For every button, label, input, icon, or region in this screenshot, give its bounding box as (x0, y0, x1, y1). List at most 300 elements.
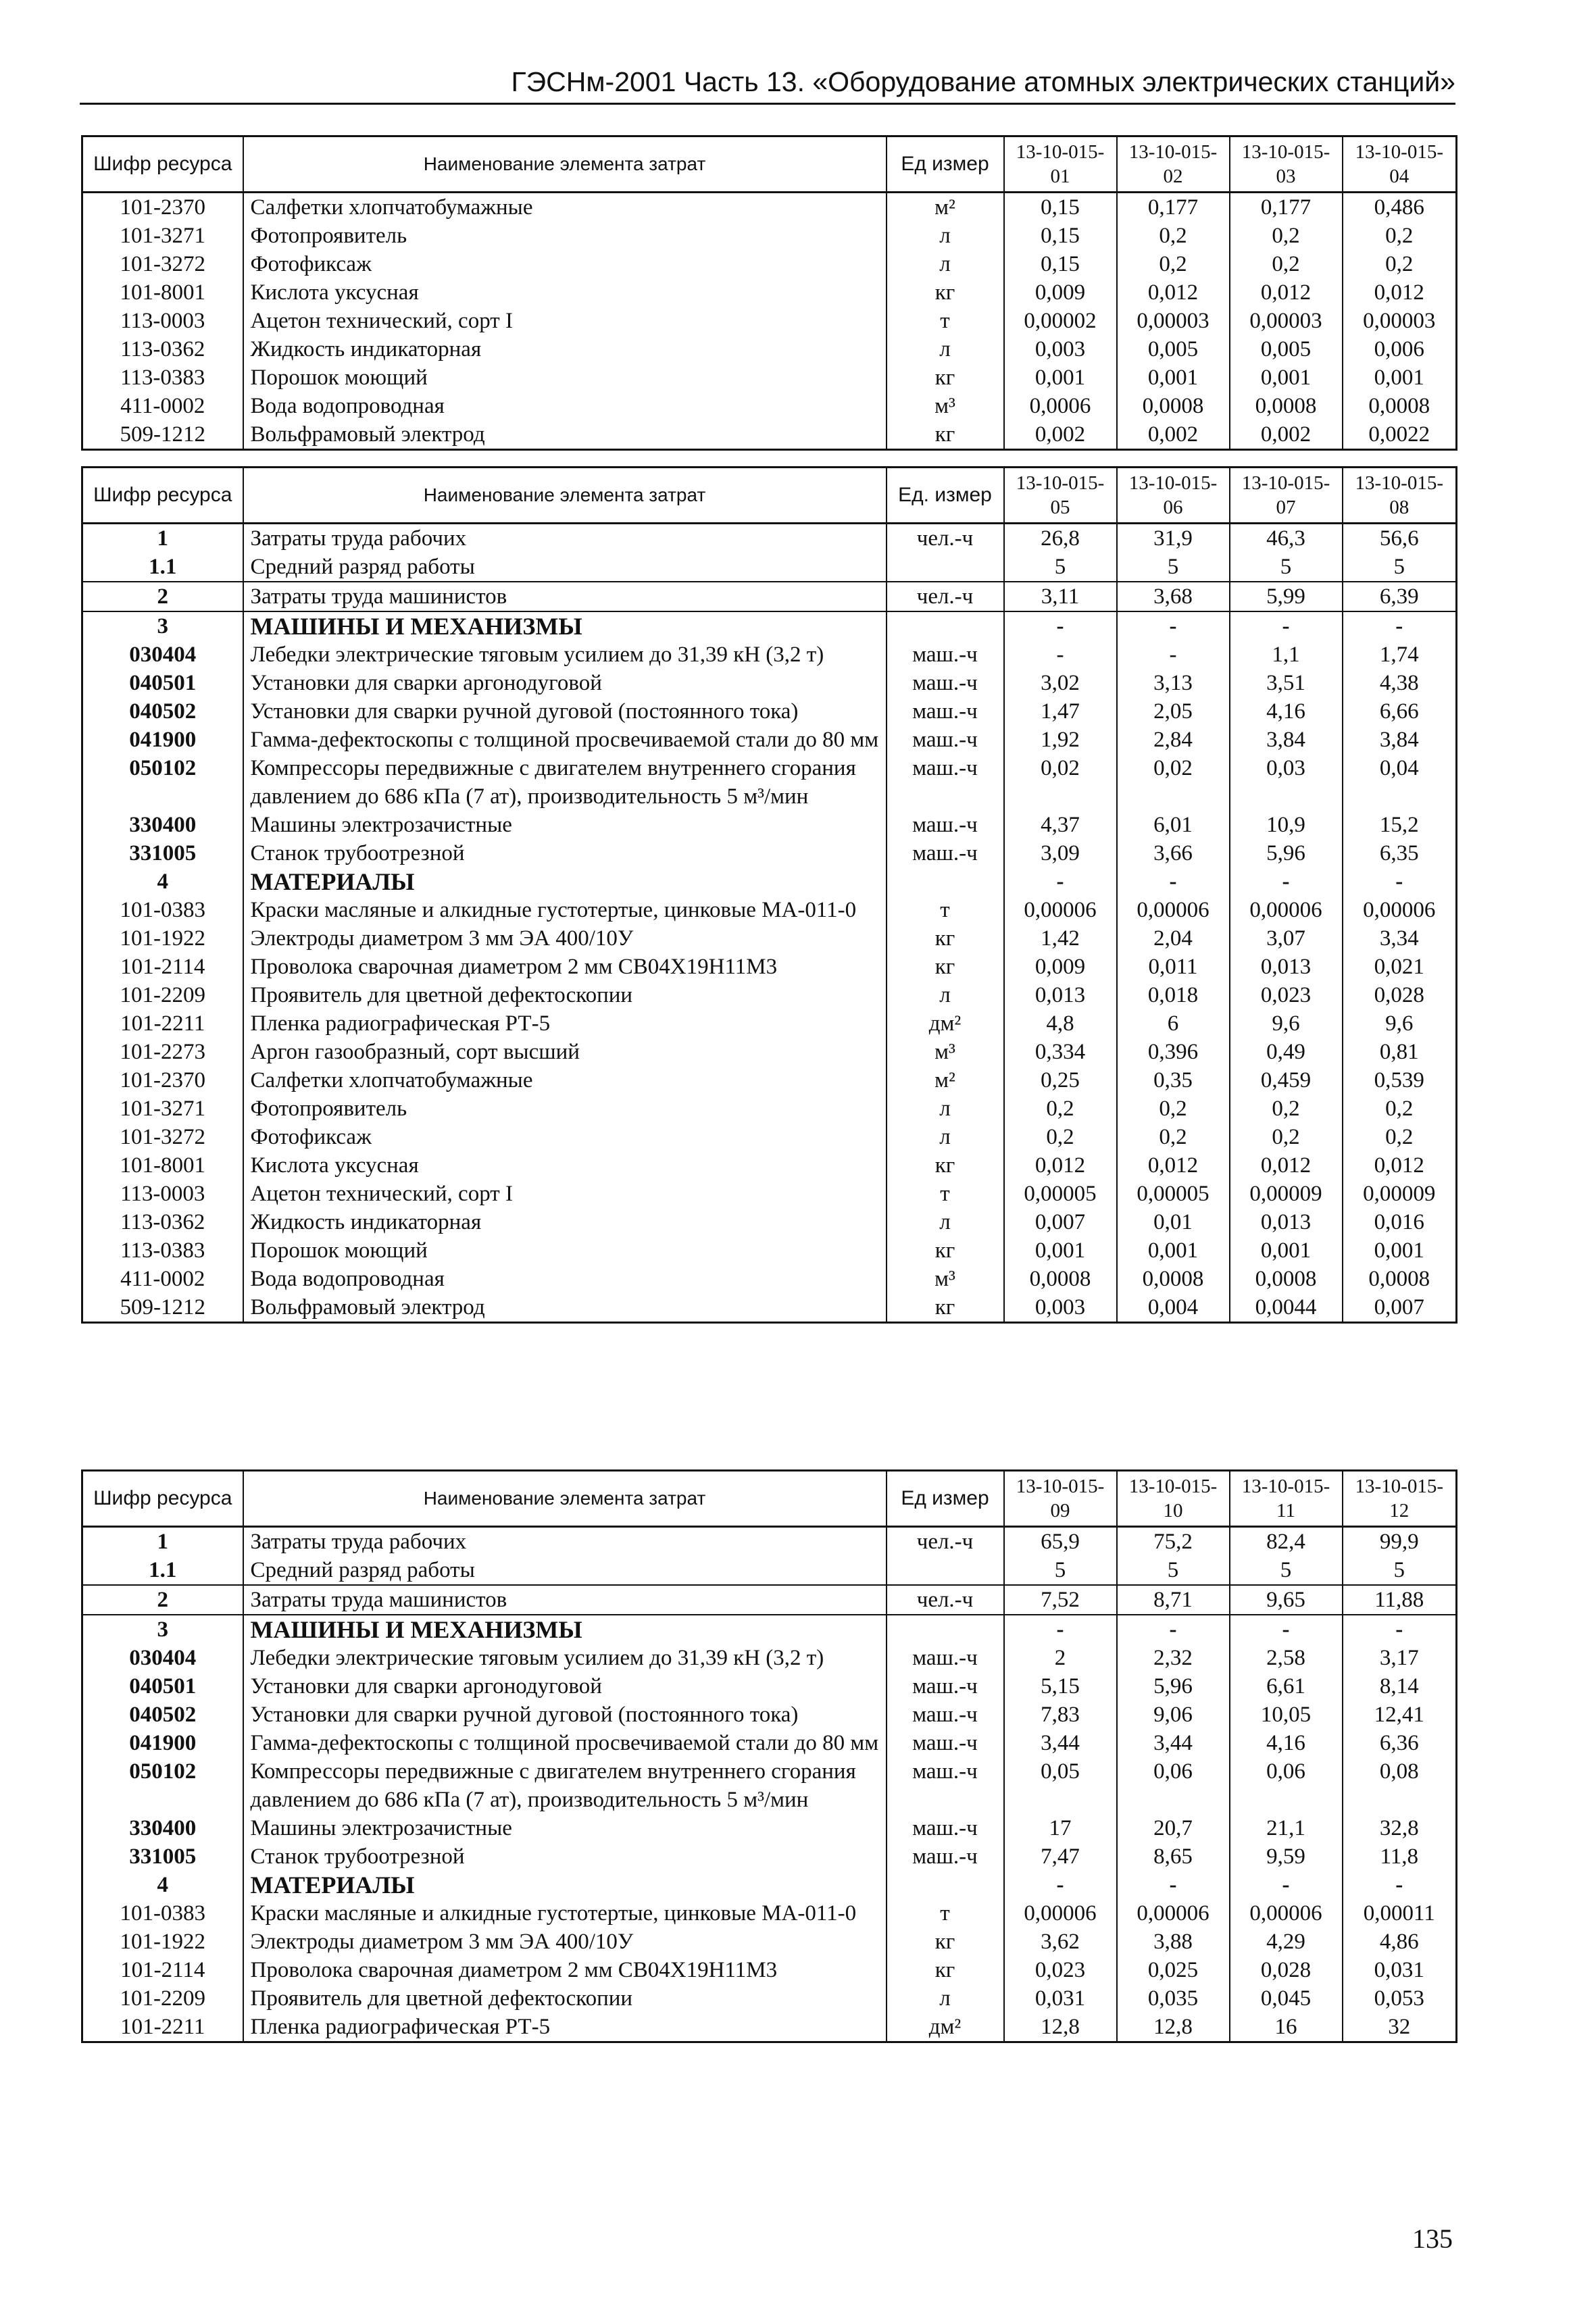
cell-name: Компрессоры передвижные с двигателем внутреннего сгорания давлением до 686 кПа (7 ат), производительность 5 м³/мин (243, 754, 887, 811)
cell-value: 31,9 (1117, 524, 1230, 553)
cell-value: 0,15 (1004, 250, 1117, 278)
table-row (82, 811, 1457, 839)
cell-code: 101-2209 (82, 1984, 243, 2013)
cell-name: Затраты труда рабочих (243, 524, 887, 553)
cell-unit: дм² (887, 2013, 1004, 2042)
table-row (82, 222, 1457, 250)
cell-value: 1,47 (1004, 697, 1117, 726)
cell-value: 3,34 (1343, 924, 1457, 953)
cell-name: МАТЕРИАЛЫ (243, 867, 887, 896)
cell-value: 75,2 (1117, 1527, 1230, 1557)
cell-value: 0,0008 (1230, 392, 1343, 420)
header-unit: Ед измер (887, 136, 1004, 193)
cell-name: Затраты труда рабочих (243, 1527, 887, 1557)
cell-value: 0,04 (1343, 754, 1457, 811)
cell-name: Ацетон технический, сорт I (243, 1180, 887, 1208)
table-row (82, 1038, 1457, 1066)
cell-code: 411-0002 (82, 392, 243, 420)
cell-value: 0,001 (1004, 1236, 1117, 1265)
cell-code: 1 (82, 524, 243, 553)
cell-value: 0,0008 (1117, 392, 1230, 420)
table-row (82, 1729, 1457, 1757)
cell-code: 101-3271 (82, 222, 243, 250)
table-row (82, 1095, 1457, 1123)
cell-name: Вольфрамовый электрод (243, 420, 887, 450)
cell-unit: кг (887, 1928, 1004, 1956)
cell-value: 7,52 (1004, 1585, 1117, 1615)
cell-name: Проявитель для цветной дефектоскопии (243, 1984, 887, 2013)
cell-value: 0,00003 (1343, 307, 1457, 335)
cell-value: 0,49 (1230, 1038, 1343, 1066)
cell-unit (887, 1615, 1004, 1644)
cell-value: 0,00005 (1004, 1180, 1117, 1208)
table-row (82, 1293, 1457, 1323)
cell-value: 0,012 (1230, 1151, 1343, 1180)
cell-value: 0,001 (1343, 363, 1457, 392)
cell-name: Гамма-дефектоскопы с толщиной просвечиваемой стали до 80 мм (243, 1729, 887, 1757)
cell-value: 0,00006 (1230, 896, 1343, 924)
table-row (82, 611, 1457, 640)
cell-unit: м³ (887, 1038, 1004, 1066)
cell-value: 15,2 (1343, 811, 1457, 839)
cell-value: - (1343, 611, 1457, 640)
cell-unit: л (887, 250, 1004, 278)
cell-value: 6,36 (1343, 1729, 1457, 1757)
table-row (82, 582, 1457, 611)
cell-value: 0,00006 (1117, 1899, 1230, 1928)
cell-value: 0,05 (1004, 1757, 1117, 1814)
cell-value: 0,012 (1117, 1151, 1230, 1180)
cell-code: 1 (82, 1527, 243, 1557)
cell-unit: маш.-ч (887, 1842, 1004, 1871)
table-row (82, 524, 1457, 553)
header-name: Наименование элемента затрат (243, 468, 887, 524)
table-row (82, 754, 1457, 811)
cell-code: 101-1922 (82, 924, 243, 953)
cell-value: 5 (1004, 1556, 1117, 1585)
table-row (82, 1928, 1457, 1956)
cell-value: 0,2 (1117, 250, 1230, 278)
header-column: 13-10-015-02 (1117, 136, 1230, 193)
cell-value: 0,2 (1230, 1095, 1343, 1123)
table-row (82, 363, 1457, 392)
cell-unit: л (887, 1123, 1004, 1151)
table-row (82, 726, 1457, 754)
cell-value: 4,16 (1230, 1729, 1343, 1757)
cell-value: 0,15 (1004, 222, 1117, 250)
cell-code: 330400 (82, 1814, 243, 1842)
cell-value: 0,0008 (1343, 392, 1457, 420)
cell-value: 0,00003 (1117, 307, 1230, 335)
cell-unit: кг (887, 363, 1004, 392)
cell-value: 0,2 (1230, 250, 1343, 278)
table-row (82, 1585, 1457, 1615)
cell-value: 0,001 (1230, 1236, 1343, 1265)
cell-value: 1,92 (1004, 726, 1117, 754)
table-row (82, 1556, 1457, 1585)
cell-code: 101-1922 (82, 1928, 243, 1956)
cell-name: Жидкость индикаторная (243, 335, 887, 363)
header-unit: Ед измер (887, 1471, 1004, 1527)
cell-value: 0,00006 (1004, 1899, 1117, 1928)
cell-code: 113-0003 (82, 1180, 243, 1208)
cell-unit: кг (887, 924, 1004, 953)
table-row (82, 669, 1457, 697)
cell-unit (887, 553, 1004, 582)
cell-value: - (1117, 640, 1230, 669)
cell-value: 0,25 (1004, 1066, 1117, 1095)
cell-code: 101-2209 (82, 981, 243, 1009)
cell-value: 32,8 (1343, 1814, 1457, 1842)
cell-name: Проволока сварочная диаметром 2 мм СВ04Х19Н11М3 (243, 953, 887, 981)
cell-value: 9,6 (1230, 1009, 1343, 1038)
cell-unit: кг (887, 278, 1004, 307)
cell-value: 0,00006 (1343, 896, 1457, 924)
cell-value: 3,88 (1117, 1928, 1230, 1956)
header-column: 13-10-015-01 (1004, 136, 1117, 193)
cell-value: 17 (1004, 1814, 1117, 1842)
cell-value: 0,007 (1343, 1293, 1457, 1323)
cell-unit: т (887, 1180, 1004, 1208)
cell-name: Машины электрозачистные (243, 1814, 887, 1842)
cell-value: 16 (1230, 2013, 1343, 2042)
cell-value: 5 (1230, 1556, 1343, 1585)
cell-value: 0,00011 (1343, 1899, 1457, 1928)
cell-value: 0,00009 (1230, 1180, 1343, 1208)
cell-value: - (1230, 611, 1343, 640)
cell-value: 0,003 (1004, 1293, 1117, 1323)
page-header: ГЭСНм-2001 Часть 13. «Оборудование атомных электрических станций» (80, 65, 1455, 105)
cell-value: 6,66 (1343, 697, 1457, 726)
cell-value: 20,7 (1117, 1814, 1230, 1842)
cell-value: 0,00006 (1117, 896, 1230, 924)
cell-value: 3,44 (1117, 1729, 1230, 1757)
cell-code: 040501 (82, 1672, 243, 1701)
cell-value: 7,47 (1004, 1842, 1117, 1871)
cell-value: 0,459 (1230, 1066, 1343, 1095)
cell-value: 1,1 (1230, 640, 1343, 669)
cell-unit: м² (887, 1066, 1004, 1095)
cell-name: Машины электрозачистные (243, 811, 887, 839)
header-column: 13-10-015-08 (1343, 468, 1457, 524)
cell-value: 0,003 (1004, 335, 1117, 363)
cell-code: 113-0362 (82, 1208, 243, 1236)
cell-value: 2,05 (1117, 697, 1230, 726)
table-row (82, 1180, 1457, 1208)
cell-value: 0,06 (1117, 1757, 1230, 1814)
cell-code: 113-0003 (82, 307, 243, 335)
cell-name: Фотопроявитель (243, 1095, 887, 1123)
cell-code: 101-2114 (82, 1956, 243, 1984)
cell-value: 0,001 (1230, 363, 1343, 392)
cell-value: 0,012 (1230, 278, 1343, 307)
resource-table-1 (81, 135, 1457, 451)
cell-value: 12,8 (1004, 2013, 1117, 2042)
header-name: Наименование элемента затрат (243, 136, 887, 193)
table-row (82, 1956, 1457, 1984)
cell-value: 2 (1004, 1644, 1117, 1672)
cell-value: 0,012 (1343, 1151, 1457, 1180)
cell-code: 101-8001 (82, 1151, 243, 1180)
table-row (82, 953, 1457, 981)
table-row (82, 1123, 1457, 1151)
cell-value: - (1117, 867, 1230, 896)
cell-value: 0,2 (1343, 1123, 1457, 1151)
cell-value: 3,02 (1004, 669, 1117, 697)
cell-name: Вольфрамовый электрод (243, 1293, 887, 1323)
cell-value: 0,021 (1343, 953, 1457, 981)
cell-code: 040502 (82, 1701, 243, 1729)
table-header-row (82, 1471, 1457, 1527)
cell-code: 050102 (82, 1757, 243, 1814)
cell-code: 3 (82, 611, 243, 640)
cell-value: 9,59 (1230, 1842, 1343, 1871)
cell-name: Станок трубоотрезной (243, 839, 887, 867)
cell-value: 0,012 (1117, 278, 1230, 307)
page-number: 135 (1412, 2223, 1453, 2254)
cell-value: 5 (1117, 553, 1230, 582)
header-column: 13-10-015-06 (1117, 468, 1230, 524)
cell-value: - (1230, 1615, 1343, 1644)
table-row (82, 1208, 1457, 1236)
header-column: 13-10-015-05 (1004, 468, 1117, 524)
cell-unit (887, 867, 1004, 896)
cell-value: 0,002 (1117, 420, 1230, 450)
cell-value: 0,001 (1117, 1236, 1230, 1265)
table-row (82, 392, 1457, 420)
cell-value: 4,8 (1004, 1009, 1117, 1038)
cell-name: Порошок моющий (243, 1236, 887, 1265)
cell-code: 113-0383 (82, 363, 243, 392)
cell-name: Установки для сварки аргонодуговой (243, 1672, 887, 1701)
cell-value: 5 (1004, 553, 1117, 582)
cell-name: Станок трубоотрезной (243, 1842, 887, 1871)
cell-unit: маш.-ч (887, 1814, 1004, 1842)
cell-code: 2 (82, 582, 243, 611)
cell-unit (887, 1871, 1004, 1899)
cell-value: 0,002 (1230, 420, 1343, 450)
cell-value: 12,41 (1343, 1701, 1457, 1729)
cell-value: 3,07 (1230, 924, 1343, 953)
header-column: 13-10-015-11 (1230, 1471, 1343, 1527)
cell-unit: маш.-ч (887, 697, 1004, 726)
cell-value: 0,2 (1343, 222, 1457, 250)
cell-value: 0,2 (1004, 1123, 1117, 1151)
cell-unit: т (887, 307, 1004, 335)
cell-value: 0,028 (1230, 1956, 1343, 1984)
cell-code: 101-3272 (82, 250, 243, 278)
header-code: Шифр ресурса (82, 136, 243, 193)
cell-value: 4,86 (1343, 1928, 1457, 1956)
cell-value: 0,396 (1117, 1038, 1230, 1066)
table-row (82, 1899, 1457, 1928)
cell-name: Затраты труда машинистов (243, 1585, 887, 1615)
header-column: 13-10-015-07 (1230, 468, 1343, 524)
table-row (82, 981, 1457, 1009)
cell-code: 411-0002 (82, 1265, 243, 1293)
cell-value: 32 (1343, 2013, 1457, 2042)
cell-value: 0,00009 (1343, 1180, 1457, 1208)
cell-value: - (1343, 867, 1457, 896)
table-row (82, 1701, 1457, 1729)
table-row (82, 335, 1457, 363)
cell-unit: маш.-ч (887, 754, 1004, 811)
cell-value: 0,00003 (1230, 307, 1343, 335)
cell-value: 3,09 (1004, 839, 1117, 867)
cell-code: 101-2114 (82, 953, 243, 981)
cell-value: 0,00006 (1004, 896, 1117, 924)
cell-code: 030404 (82, 640, 243, 669)
cell-unit: т (887, 896, 1004, 924)
cell-value: 0,2 (1004, 1095, 1117, 1123)
cell-value: 0,177 (1117, 193, 1230, 222)
cell-name: Проявитель для цветной дефектоскопии (243, 981, 887, 1009)
cell-value: 8,14 (1343, 1672, 1457, 1701)
cell-value: - (1004, 640, 1117, 669)
cell-value: 6,35 (1343, 839, 1457, 867)
table-row (82, 1151, 1457, 1180)
cell-code: 331005 (82, 1842, 243, 1871)
cell-unit (887, 1556, 1004, 1585)
cell-code: 040502 (82, 697, 243, 726)
cell-value: 3,17 (1343, 1644, 1457, 1672)
cell-value: 0,2 (1343, 1095, 1457, 1123)
cell-unit: кг (887, 1151, 1004, 1180)
table-row (82, 420, 1457, 450)
table-row (82, 1757, 1457, 1814)
cell-value: 7,83 (1004, 1701, 1117, 1729)
table-row (82, 1236, 1457, 1265)
table-row (82, 278, 1457, 307)
cell-unit: маш.-ч (887, 669, 1004, 697)
cell-unit: маш.-ч (887, 1757, 1004, 1814)
cell-value: - (1230, 1871, 1343, 1899)
cell-value: 0,012 (1004, 1151, 1117, 1180)
table-row (82, 1814, 1457, 1842)
cell-value: 0,005 (1230, 335, 1343, 363)
cell-name: Салфетки хлопчатобумажные (243, 1066, 887, 1095)
cell-name: МАШИНЫ И МЕХАНИЗМЫ (243, 611, 887, 640)
cell-value: 3,84 (1230, 726, 1343, 754)
cell-value: 0,2 (1230, 222, 1343, 250)
cell-value: 0,006 (1343, 335, 1457, 363)
header-unit: Ед. измер (887, 468, 1004, 524)
table-row (82, 2013, 1457, 2042)
cell-value: 0,2 (1117, 1095, 1230, 1123)
header-column: 13-10-015-09 (1004, 1471, 1117, 1527)
table-row (82, 1527, 1457, 1557)
header-code: Шифр ресурса (82, 1471, 243, 1527)
cell-value: 5,99 (1230, 582, 1343, 611)
header-column: 13-10-015-12 (1343, 1471, 1457, 1527)
cell-name: Вода водопроводная (243, 392, 887, 420)
cell-value: 6,39 (1343, 582, 1457, 611)
cell-value: 4,29 (1230, 1928, 1343, 1956)
cell-value: 0,81 (1343, 1038, 1457, 1066)
cell-name: Фотопроявитель (243, 222, 887, 250)
cell-name: Гамма-дефектоскопы с толщиной просвечиваемой стали до 80 мм (243, 726, 887, 754)
cell-name: Краски масляные и алкидные густотертые, цинковые МА-011-0 (243, 1899, 887, 1928)
cell-value: 8,65 (1117, 1842, 1230, 1871)
cell-value: - (1004, 1871, 1117, 1899)
cell-value: 11,88 (1343, 1585, 1457, 1615)
cell-name: Электроды диаметром 3 мм ЭА 400/10У (243, 924, 887, 953)
cell-code: 101-8001 (82, 278, 243, 307)
cell-name: МАШИНЫ И МЕХАНИЗМЫ (243, 1615, 887, 1644)
table-row (82, 1265, 1457, 1293)
cell-value: 4,16 (1230, 697, 1343, 726)
cell-code: 101-2370 (82, 1066, 243, 1095)
cell-code: 101-2211 (82, 1009, 243, 1038)
cell-value: 46,3 (1230, 524, 1343, 553)
cell-unit: маш.-ч (887, 640, 1004, 669)
cell-value: 0,0022 (1343, 420, 1457, 450)
cell-value: 2,58 (1230, 1644, 1343, 1672)
table-row (82, 839, 1457, 867)
cell-code: 4 (82, 1871, 243, 1899)
cell-unit: маш.-ч (887, 726, 1004, 754)
cell-code: 101-2211 (82, 2013, 243, 2042)
cell-value: 0,177 (1230, 193, 1343, 222)
cell-unit: чел.-ч (887, 1585, 1004, 1615)
cell-value: 0,011 (1117, 953, 1230, 981)
cell-name: Жидкость индикаторная (243, 1208, 887, 1236)
header-name: Наименование элемента затрат (243, 1471, 887, 1527)
cell-value: 82,4 (1230, 1527, 1343, 1557)
cell-value: 0,025 (1117, 1956, 1230, 1984)
cell-value: 0,02 (1004, 754, 1117, 811)
cell-value: 0,0008 (1343, 1265, 1457, 1293)
cell-value: 4,38 (1343, 669, 1457, 697)
cell-value: 9,06 (1117, 1701, 1230, 1729)
cell-value: 10,05 (1230, 1701, 1343, 1729)
cell-value: 0,08 (1343, 1757, 1457, 1814)
cell-value: 0,0006 (1004, 392, 1117, 420)
cell-value: 26,8 (1004, 524, 1117, 553)
cell-code: 101-2273 (82, 1038, 243, 1066)
cell-name: Салфетки хлопчатобумажные (243, 193, 887, 222)
cell-name: МАТЕРИАЛЫ (243, 1871, 887, 1899)
cell-value: 0,35 (1117, 1066, 1230, 1095)
cell-value: 0,2 (1117, 1123, 1230, 1151)
cell-value: 0,009 (1004, 278, 1117, 307)
table-row (82, 1066, 1457, 1095)
cell-code: 101-2370 (82, 193, 243, 222)
table-row (82, 1842, 1457, 1871)
cell-name: Порошок моющий (243, 363, 887, 392)
cell-name: Пленка радиографическая РТ-5 (243, 2013, 887, 2042)
table-header-row (82, 136, 1457, 193)
cell-value: 6 (1117, 1009, 1230, 1038)
cell-value: 3,13 (1117, 669, 1230, 697)
cell-value: 0,045 (1230, 1984, 1343, 2013)
cell-unit: маш.-ч (887, 811, 1004, 839)
cell-value: 10,9 (1230, 811, 1343, 839)
cell-value: 21,1 (1230, 1814, 1343, 1842)
cell-value: 6,01 (1117, 811, 1230, 839)
resource-table-3 (81, 1469, 1457, 2043)
cell-name: Средний разряд работы (243, 1556, 887, 1585)
cell-name: Фотофиксаж (243, 1123, 887, 1151)
cell-value: 0,0044 (1230, 1293, 1343, 1323)
cell-value: 0,486 (1343, 193, 1457, 222)
cell-value: 0,0008 (1230, 1265, 1343, 1293)
cell-unit: т (887, 1899, 1004, 1928)
cell-value: 2,32 (1117, 1644, 1230, 1672)
cell-value: 0,2 (1343, 250, 1457, 278)
cell-name: Лебедки электрические тяговым усилием до 31,39 кН (3,2 т) (243, 640, 887, 669)
cell-value: 0,004 (1117, 1293, 1230, 1323)
